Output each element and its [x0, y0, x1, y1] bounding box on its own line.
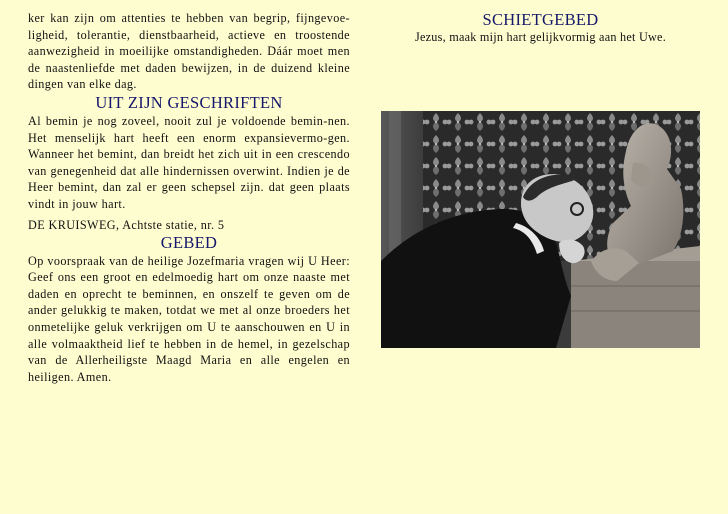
priest-kissing-statue-photo-icon [381, 111, 700, 348]
writings-source: DE KRUISWEG, Achtste statie, nr. 5 [28, 217, 225, 232]
prayer-paragraph: Op voorspraak van de heilige Jozefmaria vragen wij U Heer: Geef ons een groot en edelmoedig hart om onze naaste met daden en oprecht te beminnen, en onszelf te geven om de ander gelukkig te maken, totdat we met al onze broeders het onmetelijke geluk verkrijgen om U te aanschouwen en U in alle volmaaktheid lief te hebben in de hemel, in gezelschap van de Allerheiligste Maagd Maria en alle engelen en heiligen. Amen. [28, 253, 350, 384]
right-column [378, 10, 703, 45]
writings-heading: UIT ZIJN GESCHRIFTEN [95, 92, 283, 112]
intro-paragraph: ker kan zijn om attenties te hebben van begrip, fijngevoe-ligheid, tolerantie, dienstbaarheid, actieve en troostende aanwezigheid in moeilijke omstandigheden. Dáár moet men de naastenliefde met daden bewijzen, in de duizend kleine dingen van elke dag. [28, 11, 350, 92]
short-prayer-heading: SCHIETGEBED [482, 10, 599, 29]
prayer-heading: GEBED [160, 232, 218, 252]
photo [381, 111, 700, 348]
short-prayer-text: Jezus, maak mijn hart gelijkvormig aan het Uwe. [414, 30, 667, 44]
left-column [28, 10, 350, 385]
writings-paragraph: Al bemin je nog zoveel, nooit zul je voldoende bemin-nen. Het menselijk hart heeft een enorm expansievermo-gen. Wanneer het bemint, dan breidt het zich uit in een crescendo van genegenheid dat alle hindernissen overwint. Indien je de Heer bemint, dan zal er geen schepsel zijn. dat geen plaats vindt in jouw hart. [28, 113, 350, 211]
